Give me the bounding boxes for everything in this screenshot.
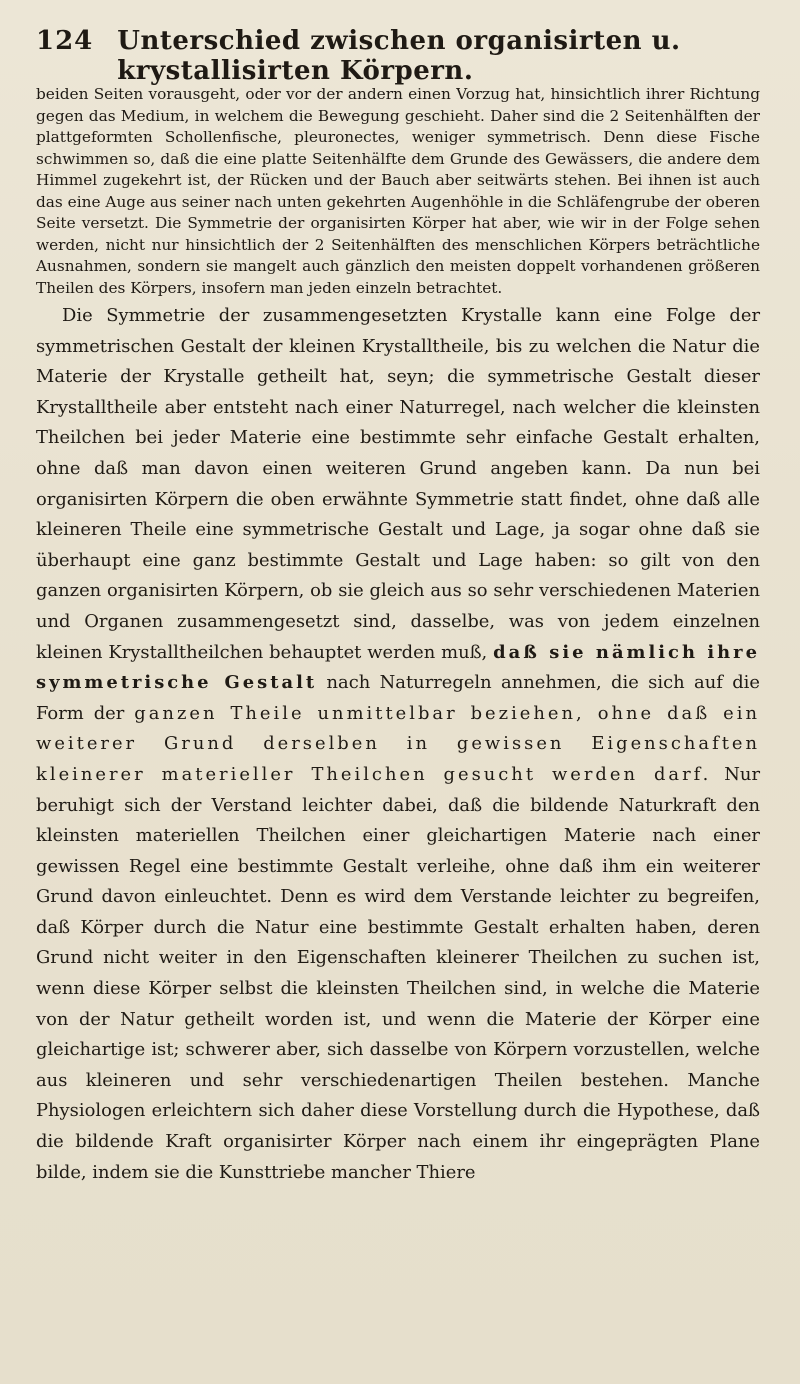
paragraph-1: beiden Seiten vorausgeht, oder vor der andern einen Vorzug hat, hinsichtlich ihrer Richtung gegen das Medium, in welchem die Bewegung geschieht. Daher sind die 2 Seitenhälften der plattgeformten Schollenfische, pleuronectes, weniger symmetrisch. Denn diese Fische schwimmen so, daß die eine platte Seitenhälfte dem Grunde des Gewässers, die andere dem Himmel zugekehrt ist, der Rücken und der Bauch aber seitwärts stehen. Bei ihnen ist auch das eine Auge aus seiner nach unten gekehrten Augenhöhle in die Schläfengrube der oberen Seite versetzt. Die Symmetrie der organisirten Körper hat aber, wie wir in der Folge sehen werden, nicht nur hinsichtlich der 2 Seitenhälften des menschlichen Körpers beträchtliche Ausnahmen, sondern sie mangelt auch gänzlich den meisten doppelt vorhandenen größeren Theilen des Körpers, insofern man jeden einzeln betrachtet. — [36, 85, 760, 297]
page-header — [36, 26, 760, 86]
paragraph-2 — [36, 301, 760, 1188]
paragraph-2-text-1: Die Symmetrie der zusammengesetzten Krystalle kann eine Folge der symmetrischen Gestalt der kleinen Krystalltheile, bis zu welchen die Natur die Materie der Krystalle getheilt hat, seyn; die symmetrische Gestalt dieser Krystalltheile aber entsteht nach einer Naturregel, nach welcher die kleinsten Theilchen bei jeder Materie eine bestimmte sehr einfache Gestalt erhalten, ohne daß man davon einen weiteren Grund angeben kann. Da nun bei organisirten Körpern die oben erwähnte Symmetrie statt findet, ohne daß alle kleineren Theile eine symmetrische Gestalt und Lage, ja sogar ohne daß sie überhaupt eine ganz bestimmte Gestalt und Lage haben: so gilt von den ganzen organisirten Körpern, ob sie gleich aus so sehr verschiedenen Materien und Organen zusammengesetzt sind, dasselbe, was von jedem einzelnen kleinen Krystalltheilchen behauptet werden muß, — [36, 305, 760, 663]
paragraph-2-emphasis-2: ganzen Theile unmittelbar beziehen, ohne daß ein weiterer Grund derselben in gewissen Eigenschaften kleinerer materieller Theilchen gesucht werden darf. — [36, 702, 760, 785]
paragraph-2-text-3: Nur beruhigt sich der Verstand leichter dabei, daß die bildende Naturkraft den kleinsten materiellen Theilchen einer gleichartigen Materie nach einer gewissen Regel eine bestimmte Gestalt verleihe, ohne daß ihm ein weiterer Grund davon einleuchtet. Denn es wird dem Verstande leichter zu begreifen, daß Körper durch die Natur eine bestimmte Gestalt erhalten haben, deren Grund nicht weiter in den Eigenschaften kleinerer Theilchen zu suchen ist, wenn diese Körper selbst die kleinsten Theilchen sind, in welche die Materie von der Natur getheilt worden ist, und wenn die Materie der Körper eine gleichartige ist; schwerer aber, sich dasselbe von Körpern vorzustellen, welche aus kleineren und sehr verschiedenartigen Theilen bestehen. Manche Physiologen erleichtern sich daher diese Vorstellung durch die Hypothese, daß die bildende Kraft organisirter Körper nach einem ihr eingeprägten Plane bilde, indem sie die Kunsttriebe mancher Thiere — [36, 763, 761, 1183]
running-title: Unterschied zwischen organisirten u. krystallisirten Körpern. — [117, 26, 681, 86]
page-number: 124 — [36, 26, 94, 56]
paragraph-2-text-2: nach Naturregeln annehmen, die sich auf die Form der — [36, 672, 760, 724]
paragraph-2-emphasis-1: daß sie nämlich ihre symmetrische Gestalt — [36, 641, 760, 694]
